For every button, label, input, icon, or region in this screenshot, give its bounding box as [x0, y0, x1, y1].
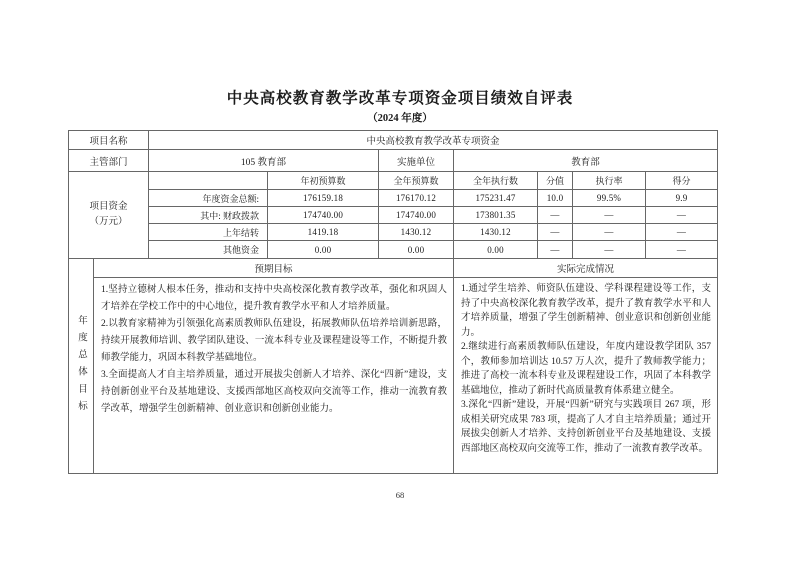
project-name-label: 项目名称 — [69, 131, 149, 150]
funding-section-label — [69, 172, 149, 259]
funding-row-label: 上年结转 — [149, 224, 268, 241]
funding-value: — — [573, 241, 646, 259]
funding-value: — — [646, 207, 718, 224]
funding-value: — — [538, 241, 573, 259]
funding-value: — — [573, 224, 646, 241]
funding-subhead-empty — [149, 172, 268, 190]
project-name-value: 中央高校教育教学改革专项资金 — [149, 131, 718, 150]
expected-goal-item: 2.以教育家精神为引领强化高素质教师队伍建设，拓展教师队伍培养培训新思路，持续开展教师培训、教学团队建设、一流本科专业及课程建设等工作，不断提升教师教学能力，巩固本科教学基础地位。 — [101, 319, 447, 363]
page-title: 中央高校教育教学改革专项资金项目绩效自评表 — [226, 90, 574, 107]
funding-value: 0.00 — [268, 241, 379, 259]
funding-value: 175231.47 — [454, 190, 538, 207]
dept-value: 105 教育部 — [149, 150, 379, 172]
expected-goal-header: 预期目标 — [94, 259, 454, 278]
actual-completion-item: 3.深化“四新”建设，开展“四新”研究与实践项目 267 项，形成相关研究成果 783 项，提高了人才自主培养质量；通过开展拔尖创新人才培养、支持创新创业平台及基地建设、支援西部地区高校双向交流等工作，推动了一流教育教学改革。 — [461, 400, 711, 454]
funding-value: 1430.12 — [454, 224, 538, 241]
funding-label-line1: 项目资金 — [89, 202, 128, 212]
expected-goal-content — [94, 278, 454, 474]
funding-value: — — [538, 224, 573, 241]
funding-col-score-weight: 分值 — [538, 172, 573, 190]
funding-value: 1419.18 — [268, 224, 379, 241]
funding-label-line2: （万元） — [89, 217, 128, 227]
funding-row-label: 其中: 财政拨款 — [149, 207, 268, 224]
funding-row-label: 年度资金总额: — [149, 190, 268, 207]
expected-goal-item: 3.全面提高人才自主培养质量，通过开展拔尖创新人才培养、深化“四新”建设，支持创新创业平台及基地建设、支援西部地区高校双向交流等工作，推动一流教育教学改革，增强学生创新精神、创业意识和创新创业能力。 — [101, 370, 447, 414]
funding-value: 174740.00 — [379, 207, 454, 224]
dept-label: 主管部门 — [69, 150, 149, 172]
funding-value: — — [646, 241, 718, 259]
unit-label: 实施单位 — [379, 150, 454, 172]
funding-value: 176170.12 — [379, 190, 454, 207]
funding-value: 99.5% — [573, 190, 646, 207]
actual-completion-item: 2.继续进行高素质教师队伍建设，年度内建设教学团队 357 个，教师参加培训达 10.57 万人次，提升了教师教学能力；推进了高校一流本科专业及课程建设工作，巩固了本科教学基础地位，推动了新时代高质量教育体系建立健全。 — [461, 342, 711, 396]
actual-completion-content — [454, 278, 718, 474]
funding-col-execution-rate: 执行率 — [573, 172, 646, 190]
funding-col-executed: 全年执行数 — [454, 172, 538, 190]
funding-value: 176159.18 — [268, 190, 379, 207]
funding-value: 0.00 — [379, 241, 454, 259]
actual-completion-header: 实际完成情况 — [454, 259, 718, 278]
expected-goal-item: 1.坚持立德树人根本任务，推动和支持中央高校深化教育教学改革，强化和巩固人才培养在学校工作中的中心地位，提升教育教学水平和人才培养质量。 — [101, 285, 447, 312]
funding-value: 174740.00 — [268, 207, 379, 224]
funding-col-score: 得分 — [646, 172, 718, 190]
funding-col-annual-budget: 全年预算数 — [379, 172, 454, 190]
funding-value: 9.9 — [646, 190, 718, 207]
self-evaluation-form-table — [68, 130, 718, 474]
funding-value: 10.0 — [538, 190, 573, 207]
funding-value: 0.00 — [454, 241, 538, 259]
annual-overall-goal-side-label: 年度总体目标 — [69, 259, 94, 474]
actual-completion-item: 1.通过学生培养、师资队伍建设、学科课程建设等工作，支持了中央高校深化教育教学改革，提升了教育教学水平和人才培养质量，增强了学生创新精神、创业意识和创新创业能力。 — [461, 284, 711, 338]
funding-value: — — [538, 207, 573, 224]
funding-value: — — [573, 207, 646, 224]
page-number: 68 — [395, 490, 405, 500]
funding-value: 1430.12 — [379, 224, 454, 241]
unit-value: 教育部 — [454, 150, 718, 172]
funding-row-label: 其他资金 — [149, 241, 268, 259]
page-subtitle: （2024 年度） — [367, 113, 433, 124]
funding-value: 173801.35 — [454, 207, 538, 224]
funding-col-initial-budget: 年初预算数 — [268, 172, 379, 190]
funding-value: — — [646, 224, 718, 241]
